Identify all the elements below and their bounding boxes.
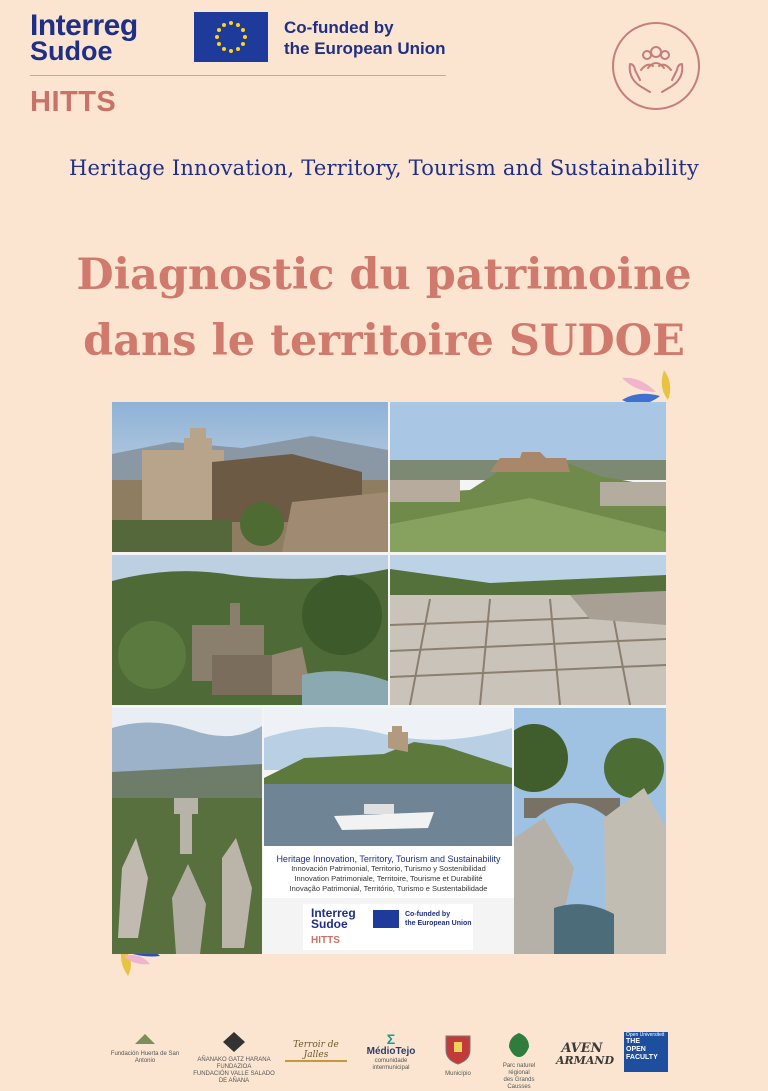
partner-8-top: Open Universiteit — [626, 1032, 665, 1038]
partner-logo-open-faculty — [624, 1032, 668, 1072]
mini-cofunded-line1: Co-funded by — [405, 911, 451, 918]
mini-program-logo — [303, 904, 473, 950]
partner-7-line1: AVEN — [561, 1041, 603, 1056]
photo-river-castle-boat — [264, 708, 512, 848]
project-caption-card — [263, 846, 514, 898]
eu-flag-icon — [194, 12, 268, 62]
partner-8-line2: OPEN — [626, 1046, 646, 1053]
hands-people-icon — [612, 22, 700, 110]
mini-eu-flag-icon — [373, 910, 399, 928]
caption-line-english: Heritage Innovation, Territory, Tourism and Sustainability — [276, 854, 501, 864]
photo-stone-bridge — [514, 708, 666, 954]
caption-line-portuguese: Inovação Patrimonial, Território, Turismo e Sustentabilidade — [289, 884, 488, 893]
mini-logo-line-sudoe: Sudoe — [311, 917, 348, 931]
partner-logo-grands-causses — [496, 1032, 542, 1091]
mini-cofunded-text — [405, 910, 472, 928]
cofunded-text — [284, 17, 446, 59]
subtitle: Heritage Innovation, Territory, Tourism and Sustainability — [69, 156, 699, 180]
partner-4-name: MédioTejo — [366, 1046, 416, 1057]
partner-8-line3: FACULTY — [626, 1054, 658, 1061]
partner-6-line2: des Grands Causses — [503, 1077, 535, 1090]
cofunded-line2: the European Union — [284, 39, 446, 58]
page-title — [0, 242, 768, 374]
photo-mountain-village — [112, 555, 388, 705]
title-line1: Diagnostic du patrimoine — [76, 250, 692, 300]
partner-1-text: Fundación Huerta de San Antonio — [110, 1051, 180, 1064]
partner-3-text: Terroir de Jalles — [285, 1040, 347, 1062]
mini-project-name: HITTS — [311, 935, 340, 946]
partner-4-sub: comunidade intermunicipal — [372, 1058, 410, 1071]
mini-logo-line-interreg: Interreg — [311, 906, 356, 920]
project-name: HITTS — [30, 86, 117, 118]
partner-logo-huerta-san-antonio — [108, 1032, 182, 1065]
partner-logo-aven-armand — [556, 1041, 614, 1067]
partner-logo-valle-salado — [192, 1032, 276, 1085]
header-divider — [30, 75, 446, 76]
logo-line-interreg: Interreg — [30, 9, 138, 42]
photo-hilltop-church — [112, 402, 388, 552]
partner-6-line1: Parc naturel régional — [502, 1063, 536, 1076]
photo-castle-hill — [390, 402, 666, 552]
caption-line-french: Innovation Patrimoniale, Territoire, Tourisme et Durabilité — [294, 874, 483, 883]
tree-icon — [130, 1032, 160, 1046]
partner-logo-municipal-shield — [436, 1032, 480, 1078]
photo-rock-formations — [112, 708, 262, 954]
partner-7-line2: ARMAND — [556, 1054, 614, 1067]
photo-salt-flats — [390, 555, 666, 705]
sigma-icon: Σ — [386, 1031, 396, 1047]
park-emblem-icon — [508, 1032, 530, 1058]
logo-line-sudoe: Sudoe — [30, 36, 113, 66]
mini-interreg-logo — [311, 908, 356, 930]
title-line2: dans le territoire SUDOE — [83, 316, 685, 366]
interreg-sudoe-logo — [30, 9, 138, 66]
mini-cofunded-line2: the European Union — [405, 920, 472, 927]
partner-logo-terroir-jalles — [285, 1040, 347, 1062]
caption-line-spanish: Innovación Patrimonial, Territorio, Turismo y Sostenibilidad — [291, 864, 486, 873]
partner-2-line1: AÑANAKO GATZ HARANA FUNDAZIOA — [197, 1057, 271, 1070]
partner-2-line2: FUNDACIÓN VALLE SALADO DE AÑANA — [193, 1071, 275, 1084]
cofunded-line1: Co-funded by — [284, 18, 394, 37]
coat-of-arms-icon — [443, 1032, 473, 1066]
partner-logo-mediotejo — [358, 1032, 424, 1072]
partner-5-text: Município — [445, 1071, 471, 1077]
partner-8-line1: THE — [626, 1038, 640, 1045]
salt-grid-icon — [223, 1032, 245, 1052]
